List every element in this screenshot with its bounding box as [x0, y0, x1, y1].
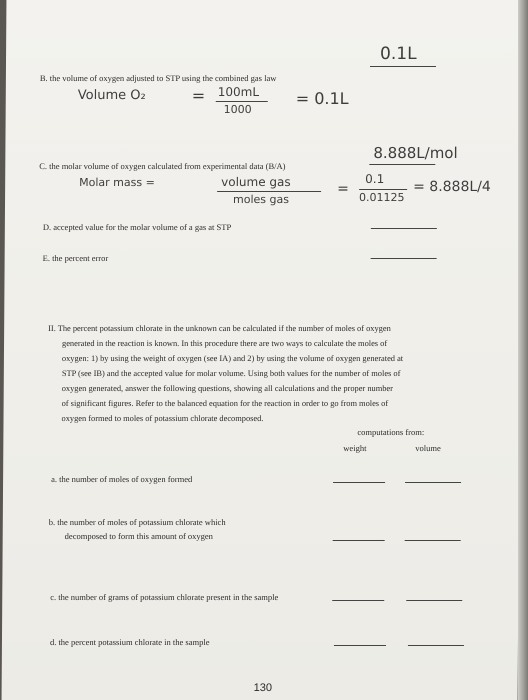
question-a-weight-line — [333, 482, 385, 483]
e-question: E. the percent error — [42, 253, 109, 263]
section-ii-line: STP (see IB) and the accepted value for molar volume. Using both values for the number of moles of — [61, 369, 401, 378]
question-c-volume-line — [406, 600, 462, 601]
question-b-line-1: b. the number of moles of potassium chlorate which — [48, 517, 226, 527]
section-ii-line: oxygen: 1) by using the weight of oxygen (see IA) and 2) by using the volume of oxygen generated at — [61, 354, 404, 363]
c-work-lhs: Molar mass = — [79, 176, 155, 189]
c-work-numerator-2: 0.1 — [365, 172, 385, 186]
b-work-numerator: 100mL — [217, 85, 260, 99]
page-number: 130 — [253, 682, 273, 694]
c-question: C. the molar volume of oxygen calculated from experimental data (B/A) — [39, 161, 286, 171]
b-answer: 0.1L — [379, 44, 417, 64]
b-question: B. the volume of oxygen adjusted to STP using the combined gas law — [39, 73, 277, 83]
c-work-denominator-2: 0.01125 — [359, 191, 405, 204]
column-volume: volume — [415, 443, 441, 453]
question-d-weight-line — [334, 645, 386, 646]
question-b-line-2: decomposed to form this amount of oxygen — [64, 531, 214, 541]
b-fraction-bar — [216, 101, 268, 102]
section-ii-line: oxygen formed to moles of potassium chlorate decomposed. — [61, 414, 264, 423]
computations-label: computations from: — [357, 427, 425, 437]
question-d: d. the percent potassium chlorate in the sample — [49, 637, 210, 647]
c-fraction-bar-2 — [359, 189, 407, 190]
worksheet-page — [2, 0, 523, 700]
b-work-eq: = — [191, 86, 206, 105]
c-work-denominator: moles gas — [233, 193, 290, 206]
question-d-volume-line — [408, 645, 464, 646]
b-answer-line — [370, 66, 436, 67]
section-ii-line: II. The percent potassium chlorate in the unknown can be calculated if the number of moles of oxygen — [48, 324, 391, 333]
question-c: c. the number of grams of potassium chlorate present in the sample — [50, 592, 279, 602]
d-answer-line — [371, 228, 437, 229]
question-a-volume-line — [405, 482, 461, 483]
c-answer: 8.888L/mol — [373, 144, 458, 162]
section-ii-line: of significant figures. Refer to the balanced equation for the reaction in order to go from moles of — [61, 399, 389, 408]
question-b-volume-line — [405, 540, 461, 541]
d-question: D. accepted value for the molar volume of a gas at STP — [42, 222, 232, 232]
b-work-lhs: Volume O₂ — [77, 88, 146, 103]
question-a: a. the number of moles of oxygen formed — [51, 474, 193, 484]
b-work-result: = 0.1L — [295, 89, 349, 108]
c-work-eq: = — [337, 181, 349, 197]
section-ii-paragraph — [48, 321, 482, 426]
c-answer-line — [369, 164, 435, 165]
c-fraction-bar — [217, 191, 321, 192]
section-ii-line: oxygen generated, answer the following questions, showing all calculations and the proper number — [61, 384, 393, 393]
e-answer-line — [371, 258, 437, 259]
b-work-denominator: 1000 — [223, 103, 252, 116]
column-weight: weight — [343, 443, 367, 453]
c-work-result: = 8.888L/4 — [413, 179, 491, 195]
c-work-numerator: volume gas — [221, 175, 291, 189]
section-ii-line: generated in the reaction is known. In this procedure there are two ways to calculate the moles of — [62, 339, 388, 348]
page-edge-shadow — [518, 0, 528, 700]
question-b-weight-line — [333, 540, 385, 541]
question-c-weight-line — [332, 600, 384, 601]
